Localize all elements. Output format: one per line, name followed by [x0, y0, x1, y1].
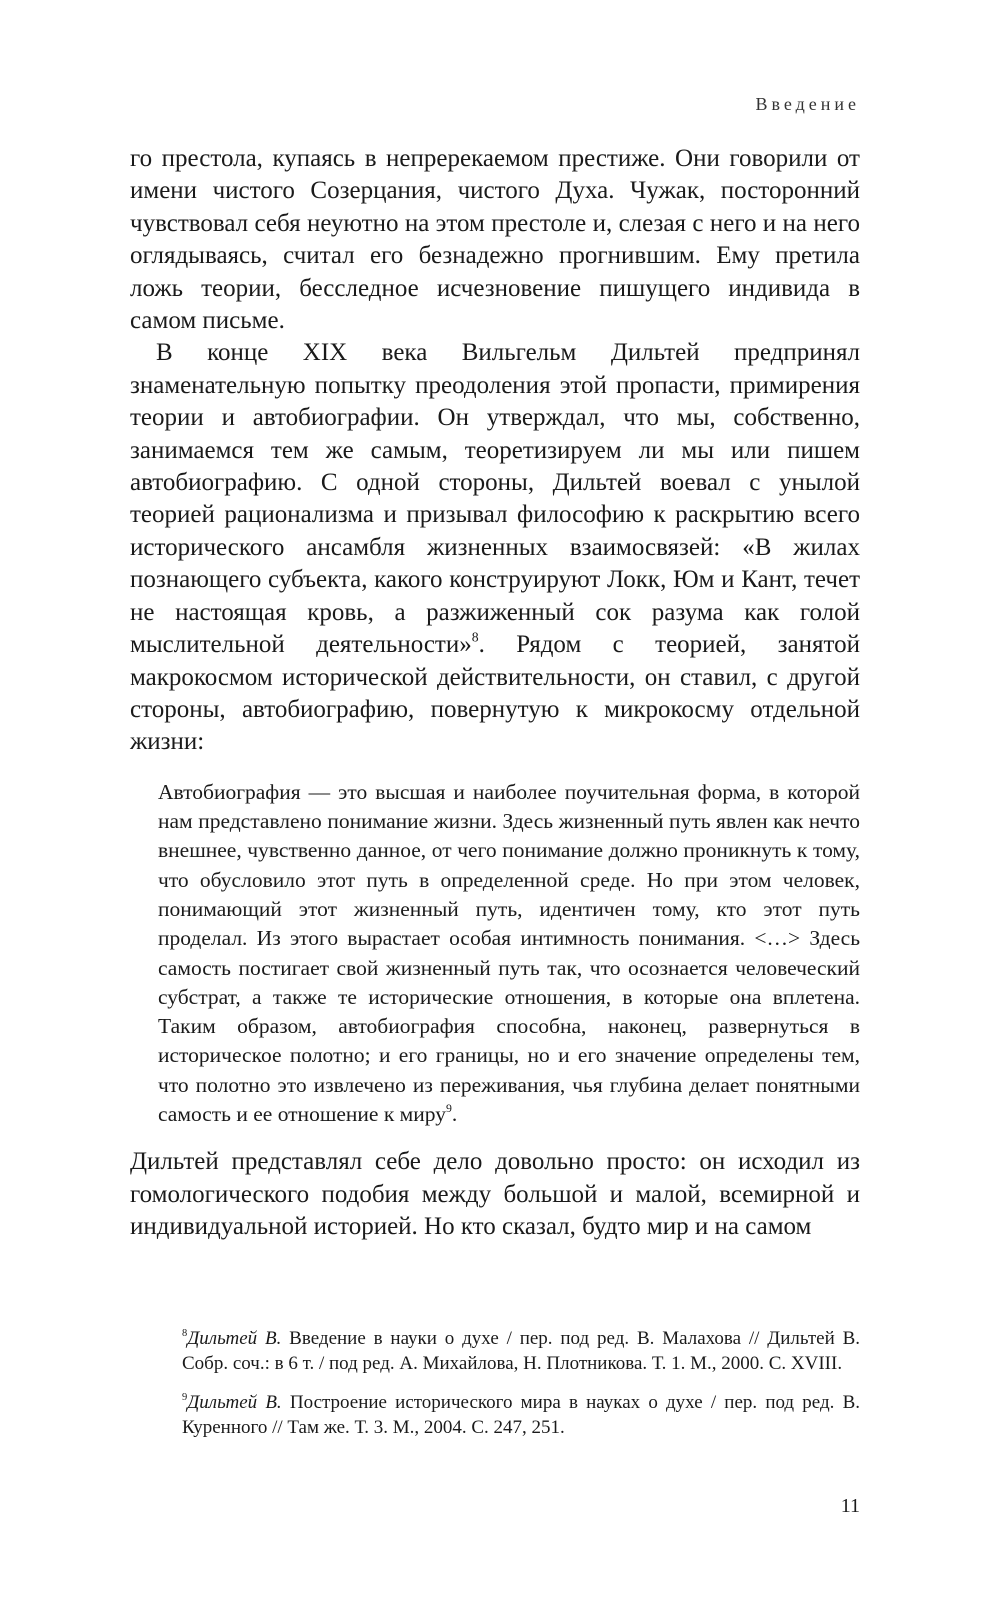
footnote-author: Дильтей В.	[187, 1328, 282, 1349]
running-title: Введение	[755, 94, 860, 114]
paragraph-3: Дильтей представлял себе дело довольно просто: он исходил из гомологического подобия между большой и малой, всемирной и индивидуальной историей. Но кто сказал, будто мир и на самом	[130, 1148, 860, 1241]
footnote-author: Дильтей В.	[187, 1392, 282, 1413]
paragraph-1: го престола, купаясь в непререкаемом престиже. Они говорили от имени чистого Созерцания, чистого Духа. Чужак, посторонний чувствовал себя неуютно на этом престоле и, слезая с него и на него оглядываясь, считал его безнадежно прогнившим. Ему претила ложь теории, бесследное исчезновение пишущего индивида в самом письме.	[130, 145, 860, 335]
main-text	[130, 143, 860, 1244]
paragraph-2-text-b: . Рядом с теорией, занятой макрокосмом исторической действительности, он ставил, с другой стороны, автобиографию, повернутую к микрокосму отдельной жизни:	[130, 631, 860, 756]
footnote-text: Построение исторического мира в науках о духе / пер. под ред. В. Куренного // Там же. Т. 3. М., 2004. С. 247, 251.	[182, 1392, 860, 1438]
footnote-9	[182, 1390, 860, 1440]
page-number: 11	[840, 1495, 860, 1517]
paragraph-2	[130, 337, 860, 758]
footnote-ref-9[interactable]: 9	[446, 1101, 452, 1116]
footnote-8	[182, 1326, 860, 1376]
block-quote-end: .	[451, 1101, 458, 1126]
footnote-ref-8[interactable]: 8	[471, 629, 479, 645]
block-quote	[158, 778, 860, 1130]
footnotes	[182, 1326, 860, 1454]
footnote-number: 9	[182, 1392, 188, 1404]
footnote-number: 8	[182, 1328, 188, 1340]
block-quote-text: Автобиография — это высшая и наиболее поучительная форма, в которой нам представлено понимание жизни. Здесь жизненный путь явлен как нечто внешнее, чувственно данное, от чего понимание должно проникнуть к тому, что обусловило этот путь в определенной среде. Но при этом человек, понимающий этот жизненный путь, идентичен тому, кто этот путь проделал. Из этого вырастает особая интимность понимания. <…> Здесь самость постигает свой жизненный путь так, что осознается человеческий субстрат, а также те исторические отношения, в которые она вплетена. Таким образом, автобиография способна, наконец, развернуться в историческое полотно; и его границы, но и его значение определены тем, что полотно это извлечено из переживания, чья глубина делает понятными самость и ее отношение к миру	[158, 779, 860, 1126]
footnote-text: Введение в науки о духе / пер. под ред. В. Малахова // Дильтей В. Собр. соч.: в 6 т. / под ред. А. Михайлова, Н. Плотникова. Т. 1. М., 2000. С. XVIII.	[182, 1328, 861, 1374]
paragraph-2-text-a: В конце XIX века Вильгельм Дильтей предпринял знаменательную попытку преодоления этой пропасти, примирения теории и автобиографии. Он утверждал, что мы, собственно, занимаемся тем же самым, теоретизируем ли мы или пишем автобиографию. С одной стороны, Дильтей воевал с унылой теорией рационализма и призывал философию к раскрытию всего исторического ансамбля жизненных взаимосвязей: «В жилах познающего субъекта, какого конструируют Локк, Юм и Кант, течет не настоящая кровь, а разжиженный сок разума как голой мыслительной деятельности»	[130, 339, 860, 659]
